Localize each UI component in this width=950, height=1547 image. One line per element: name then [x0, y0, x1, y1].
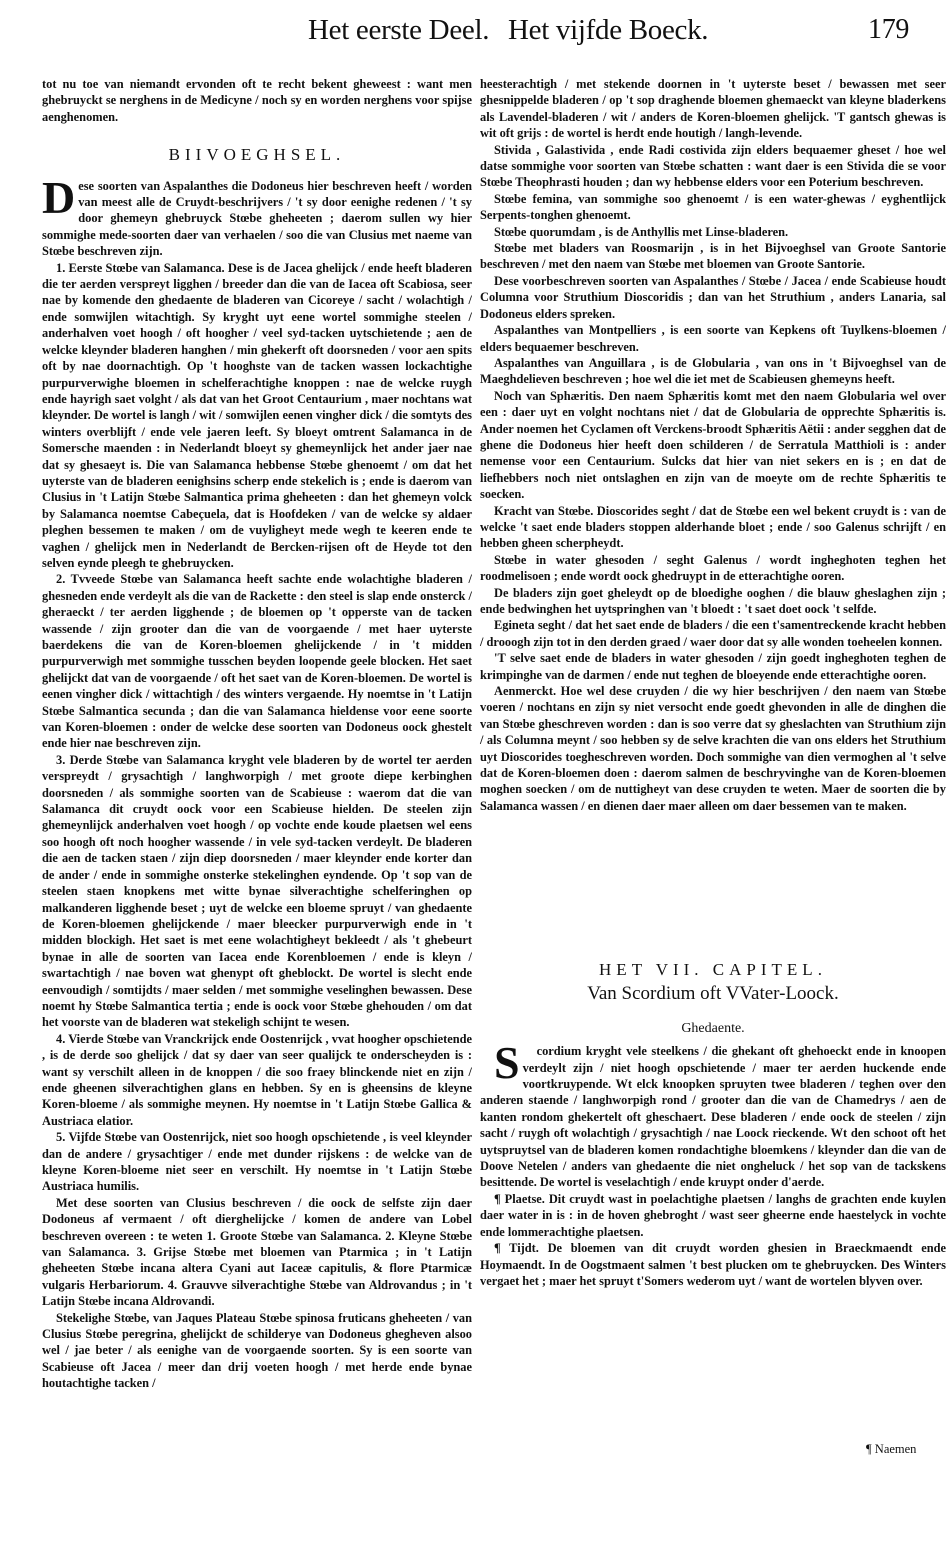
- paragraph: Noch van Sphæritis. Den naem Sphæritis komt met den naem Globularia wel over een : daer uyt en volght nochtans niet / dat de Globularia de opprechte Sphæritis is. Ander noemen het Cyclamen oft Verckens-broodt Sphæritis Aëtii : ander segghen dat de ghene die Dodoneus hier heeft doen schilderen / de Serratula Matthioli is : ander nemense voor een Centaurium. Sulcks dat hier van niet sekers en is ; en dat de liefhebbers noch niet ontslaghen en zijn van de moeyte om de rechte Sphæritis te soecken.: [480, 388, 946, 502]
- paragraph: Met dese soorten van Clusius beschreven / die oock de selfste zijn daer Dodoneus af vermaent / oft dierghelijcke / komen de andere van Lobel beschreven overeen : te weten 1. Groote Stœbe van Salamanca. 2. Kleyne Stœbe van Salamanca. 3. Grijse Stœbe met bloemen van Ptarmica ; in 't Latijn gheheeten Stœbe incana altera Cyani aut Iaceæ capitulis, & flore Ptarmicæ vulgaris Herbariorum. 4. Grauvve silverachtighe Stœbe van Aldrovandus ; in 't Latijn Stœbe incana Aldrovandi.: [42, 1195, 472, 1309]
- chapter-title: Van Scordium oft VVater-Loock.: [587, 983, 839, 1005]
- paragraph: Aspalanthes van Anguillara , is de Globularia , van ons in 't Bijvoeghsel van de Maeghdelieven beschreven ; hoe wel die iet met de Scabieusen ghemeyns heeft.: [480, 355, 946, 387]
- running-head-part: Het eerste Deel.: [308, 14, 490, 46]
- paragraph: Aspalanthes van Montpelliers , is een soorte van Kepkens oft Tuylkens-bloemen / elders bequaemer beschreven.: [480, 323, 946, 354]
- paragraph: Egineta seght / dat het saet ende de bladers / die een t'samentreckende kracht hebben / drooogh zijn tot in den derden graed / waer door dat sy alle wonden toeheelen konnen.: [480, 618, 946, 649]
- paragraph: Dese voorbeschreven soorten van Aspalanthes / Stœbe / Jacea / ende Scabieuse houdt Columna voor Struthium Dioscoridis ; dan van het Struthium , anders Lanaria, sal Dodoneus elders spreken.: [480, 273, 946, 321]
- paragraph: Dese soorten van Aspalanthes die Dodoneus hier beschreven heeft / worden van meest alle de Cruydt-beschrijvers / 't sy door eenighe redenen / 't sy door ghemeyn ghebruyck Stœbe gheheeten ; daerom sullen wy hier sommighe mede-soorten daer van verhaelen / soo die van Clusius met naeme van Stœbe beschreven zijn.: [42, 171, 472, 259]
- catchword: ¶ Naemen: [866, 1442, 917, 1456]
- right-column: [480, 76, 946, 814]
- paragraph: 2. Tvveede Stœbe van Salamanca heeft sachte ende wolachtighe bladeren / ghesneden ende verdeylt als die van de Rackette : den steel is slap ende onsterck / gheraeckt / ter aerden ligghende ; de bloemen op 't opperste van de tacken wassende / zijn grooter dan die van de voorgaende / met haer uyterste baerdekens die van de Koren-bloemen ghelijckende / in 't midden purpurverwigh met sommighe tusschen beyden loopende geele blocken. Het saet ghelijckt dat van de voorgaende / oft het saet van de Koren-bloemen. De wortel is eenen vingher dick / wittachtigh / des winters vergaende. Hy noemtse in 't Latijn Stœbe Salmantica secunda ; dan die van Salamanca hieldense voor eene soorte van Koren-bloemen : onder de welcke dese soorten van Dodoneus oock ghestelt ende hier nae beschreven zijn.: [42, 572, 472, 751]
- section-heading: BIIVOEGHSEL.: [168, 145, 346, 165]
- paragraph: 1. Eerste Stœbe van Salamanca. Dese is de Jacea ghelijck / ende heeft bladeren die ter aerden verspreyt ligghen / breeder dan die van de Iacea oft Scabiosa, seer nae by komende den ghedaente de bladeren van Cicoreye / sacht / wolachtigh / ende somwijlen witachtigh. Sy kryght uyt eene wortel sommighe steelen / anderhalven voet hoogh / oft hoogher / veel syd-tacken uytschietende ; aen de welcke kleynder bladeren hanghen / min ghekerft oft doorsneden / voor aen spits oft by nae doornachtigh. Op 't hooghste van de tacken wassen lockachtighe purpurverwighe bloemen in schelferachtighe knoppen : nae de welcke ruygh ende hayrigh saet volght / als dat van het Groot Centaurium , maer nochtans wat kleynder. De wortel is langh / wit / somwijlen eenen vingher dick / die somtyts des winters overblijft / ende vele jaeren leeft. Sy bloeyt omtrent Salamanca in de Somersche maenden : in Nederlandt bloeyt sy ghemeynlijck het ander jaer nae dat sy ghesaeyt is. Die van Salamanca hebbense Stœbe ghenoemt / om dat het uyterste van de bladeren eenighsins scherp ende stekelich is ; ende is daerom van Clusius in 't Latijn Stœbe Salmantica prima gheheeten : dan het ghemeyn volck by Salamanca noemtse Cabeçuela, dat is Hoofdeken / van de welcke sy aldaer pleghen bessemen te maken / om de vuyligheyt mede wegh te keeren ende te vaghen / ghelijck men in Nederlandt de Bercken-rijsen oft de Heyde tot den selven eynde pleegh te ghebruycken.: [42, 260, 472, 570]
- paragraph: ¶ Tijdt. De bloemen van dit cruydt worden ghesien in Braeckmaendt ende Hoymaendt. In de Oogstmaent salmen 't best plucken om te ghebruycken. Des Winters vergaet het ; maer het spruyt t'Somers wederom uyt / want de wortelen blyven over.: [480, 1241, 946, 1288]
- paragraph: 'T selve saet ende de bladers in water ghesoden / zijn goedt ingheghoten teghen de krimpinghe van de darmen / ende nut teghen de bloeyende ende etterachtighe ooren.: [480, 651, 946, 682]
- left-column: [42, 76, 472, 1392]
- paragraph: Aenmerckt. Hoe wel dese cruyden / die wy hier beschrijven / den naem van Stœbe voeren / nochtans en zijn sy niet versocht ende goedt ghevonden in alle de dinghen die van Stœbe gheschreven worden : dan is soo verre dat sy gheslachten van Struthium zijn / als Columna meynt / soo hebben sy de selve krachten die van ons elders het Struthium uyt Dioscorides toegheschreven worden. Doch sommighe van dien vermoghen al 't selve dat de Koren-bloemen doen : daerom salmen de beschryvinghe van de Koren-bloemen moghen soecken / om de nuttigheyt van dese cruyden te weten. Maer de soorten die by Salamanca wassen / en dienen daer maer alleen om daer bessemen van te maken.: [480, 684, 946, 813]
- paragraph: Stekelighe Stœbe, van Jaques Plateau Stœbe spinosa fruticans gheheeten / van Clusius Stœbe peregrina, ghelijckt de schilderye van Dodoneus ghegheven alsoo wel / jae beter / als eenighe van de voorgaende soorten. Sy is een soorte van Scabieuse oft Jacea / meer dan drij voeten hoogh / met herde ende bynae houtachtighe tacken /: [42, 1310, 472, 1391]
- paragraph: 3. Derde Stœbe van Salamanca kryght vele bladeren by de wortel ter aerden verspreydt / grysachtigh / langhworpigh / met groote diepe kerbinghen doorsneden / als sommighe soorten van de Scabieuse : waerom dat die van Salamanca dit cruydt oock voor een Scabieuse hielden. De steelen zijn ghemeynlijck anderhalven voet hoogh / op vochte ende koude plaetsen wel eens soo hoogh oft noch hoogher wassende / in vele syd-tacken verdeylt. De bladeren die aen de tacken staen / zijn diep doorsneden / maer kleynder ende korter dan de ander / ende in sommighe onsterke stekelinghen eyndende. Op 't sop van de steelen staen knopkens met witte bynae silverachtighe schelferinghen op malkanderen ligghende beset ; uyt de welcke een bloeme spruyt / van ghedaente de Koren-bloemen ghelijckende / maer bleecker purpurverwigh ende in 't midden blockigh. Het saet is met eene wolachtigheyt bekleedt / als 't ghebeurt bynae in alle de soorten van Iacea ende Korenbloemen / ende is kleyn / swartachtigh / nae boven wat ghenypt oft gheblockt. De wortel is slecht ende eenvoudigh / somtijdts / maer selden / met sommighe veselinghen bewassen. Dese noemt hy Stœbe Salmantica tertia ; ende is oock voor Stœbe ghehouden / om dat het voorste van de bladeren wat stekeligh schijnt te wesen.: [42, 752, 472, 1030]
- paragraph: Stœbe in water ghesoden / seght Galenus / wordt ingheghoten teghen het roodmelisoen ; ende wordt oock ghedruypt in de etterachtighe ooren.: [480, 552, 946, 584]
- running-header: [0, 14, 950, 54]
- chapter-number: HET VII. CAPITEL.: [599, 960, 827, 979]
- paragraph: Stivida , Galastivida , ende Radi costivida zijn elders bequaemer gheset / hoe wel datse sommighe voor soorten van Stœbe schatten : want daer is een Stivida die se voor Stœbe Theophrasti houden ; dan wy hebbense elders voor een Poterium beschreven.: [480, 142, 946, 190]
- paragraph: heesterachtigh / met stekende doornen in 't uyterste beset / bewassen met seer ghesnippelde bladeren / op 't sop draghende bloemen ghemaeckt van kleyne bladerkens als Lavendel-bladeren / wit / anders de Koren-bloemen ghelijck. 'T gantsch ghewas is wit oft grijs : de wortel is herdt ende houtigh / langh-levende.: [480, 77, 946, 141]
- paragraph: 4. Vierde Stœbe van Vranckrijck ende Oostenrijck , vvat hoogher opschietende , is de derde soo ghelijck / dat sy daer van seer qualijck te onderscheyden is : want sy verschilt alleen in de knoppen / die soo fraey blinckende niet en zijn / ende gheenen silverachtighen glans en hebben. Sy en is gheensins de kleyne Koren-bloeme / als sommighe meynen. Hy noemtse in 't Latijn Stœbe Gallica & Austriaca elatior.: [42, 1031, 472, 1128]
- paragraph: ¶ Plaetse. Dit cruydt wast in poelachtighe plaetsen / langhs de grachten ende kuylen daer water in is : in de hoven ghebroght / wast seer gheerne ende haestelyck in vochte ende lommerachtighe plaetsen.: [480, 1191, 946, 1239]
- paragraph: Kracht van Stœbe. Dioscorides seght / dat de Stœbe een wel bekent cruydt is : van de welcke 't saet ende bladers stoppen alderhande bloet ; ende / soo Galenus schrijft / en hebben gheen scherpheydt.: [480, 503, 946, 551]
- paragraph: Stœbe quorumdam , is de Anthyllis met Linse-bladeren.: [494, 224, 789, 239]
- intro-paragraph: tot nu toe van niemandt ervonden oft te recht bekent gheweest : want men ghebruyckt se nerghens in de Medicyne / noch sy en worden nerghens voor spijse aenghenomen.: [42, 77, 472, 124]
- subheading: Ghedaente.: [681, 1020, 745, 1036]
- page-number: 179: [868, 14, 910, 45]
- paragraph: Stœbe met bladers van Roosmarijn , is in het Bijvoeghsel van Groote Santorie beschreven / met den naem van Stœbe met bloemen van Groote Santorie.: [480, 241, 946, 272]
- paragraph: Stœbe femina, van sommighe soo ghenoemt / is een water-ghewas / eyghentlijck Serpents-tonghen ghenoemt.: [480, 191, 946, 223]
- paragraph: 5. Vijfde Stœbe van Oostenrijck, niet soo hoogh opschietende , is veel kleynder dan de andere / grysachtiger / ende met dunder rijskens : de welcke van de kleyne Koren-bloeme niet seer en verschilt. Hy noemtse in 't Latijn Stœbe Austriaca humilis.: [42, 1130, 472, 1194]
- running-head-book: Het vijfde Boeck.: [508, 14, 709, 46]
- paragraph: De bladers zijn goet gheleydt op de bloedighe ooghen / die blauw gheslaghen zijn ; ende bedwinghen het uytspringhen van 't bloedt : 't saet doet oock 't selfde.: [480, 585, 946, 616]
- paragraph: Scordium kryght vele steelkens / die ghekant oft ghehoeckt ende in knoopen verdeylt zijn / niet hoogh opschietende / maer ter aerden huckende ende voortkruypende. Wt elck knoopken spruyten twee bladeren / teghen over den anderen staende / langhworpigh rond / grooter dan die van de Chamedrys / aen de kanten rondom ghekertelt oft gheschaert. Dese bladeren / ende oock de steelen / zijn sacht / ruygh oft wolachtigh / grysachtigh / nae Loock rieckende. Wt den schoot oft het uytspruytsel van de bladeren komen rondachtighe bloemkens / kleynder dan die van de Doove Netelen / anders van ghedaente die niet ongheluck / het sop van de tackskens besittende. De wortel is veselachtigh / ende kruypt onder d'aerde.: [480, 1037, 946, 1190]
- chapter-section: [480, 962, 946, 1289]
